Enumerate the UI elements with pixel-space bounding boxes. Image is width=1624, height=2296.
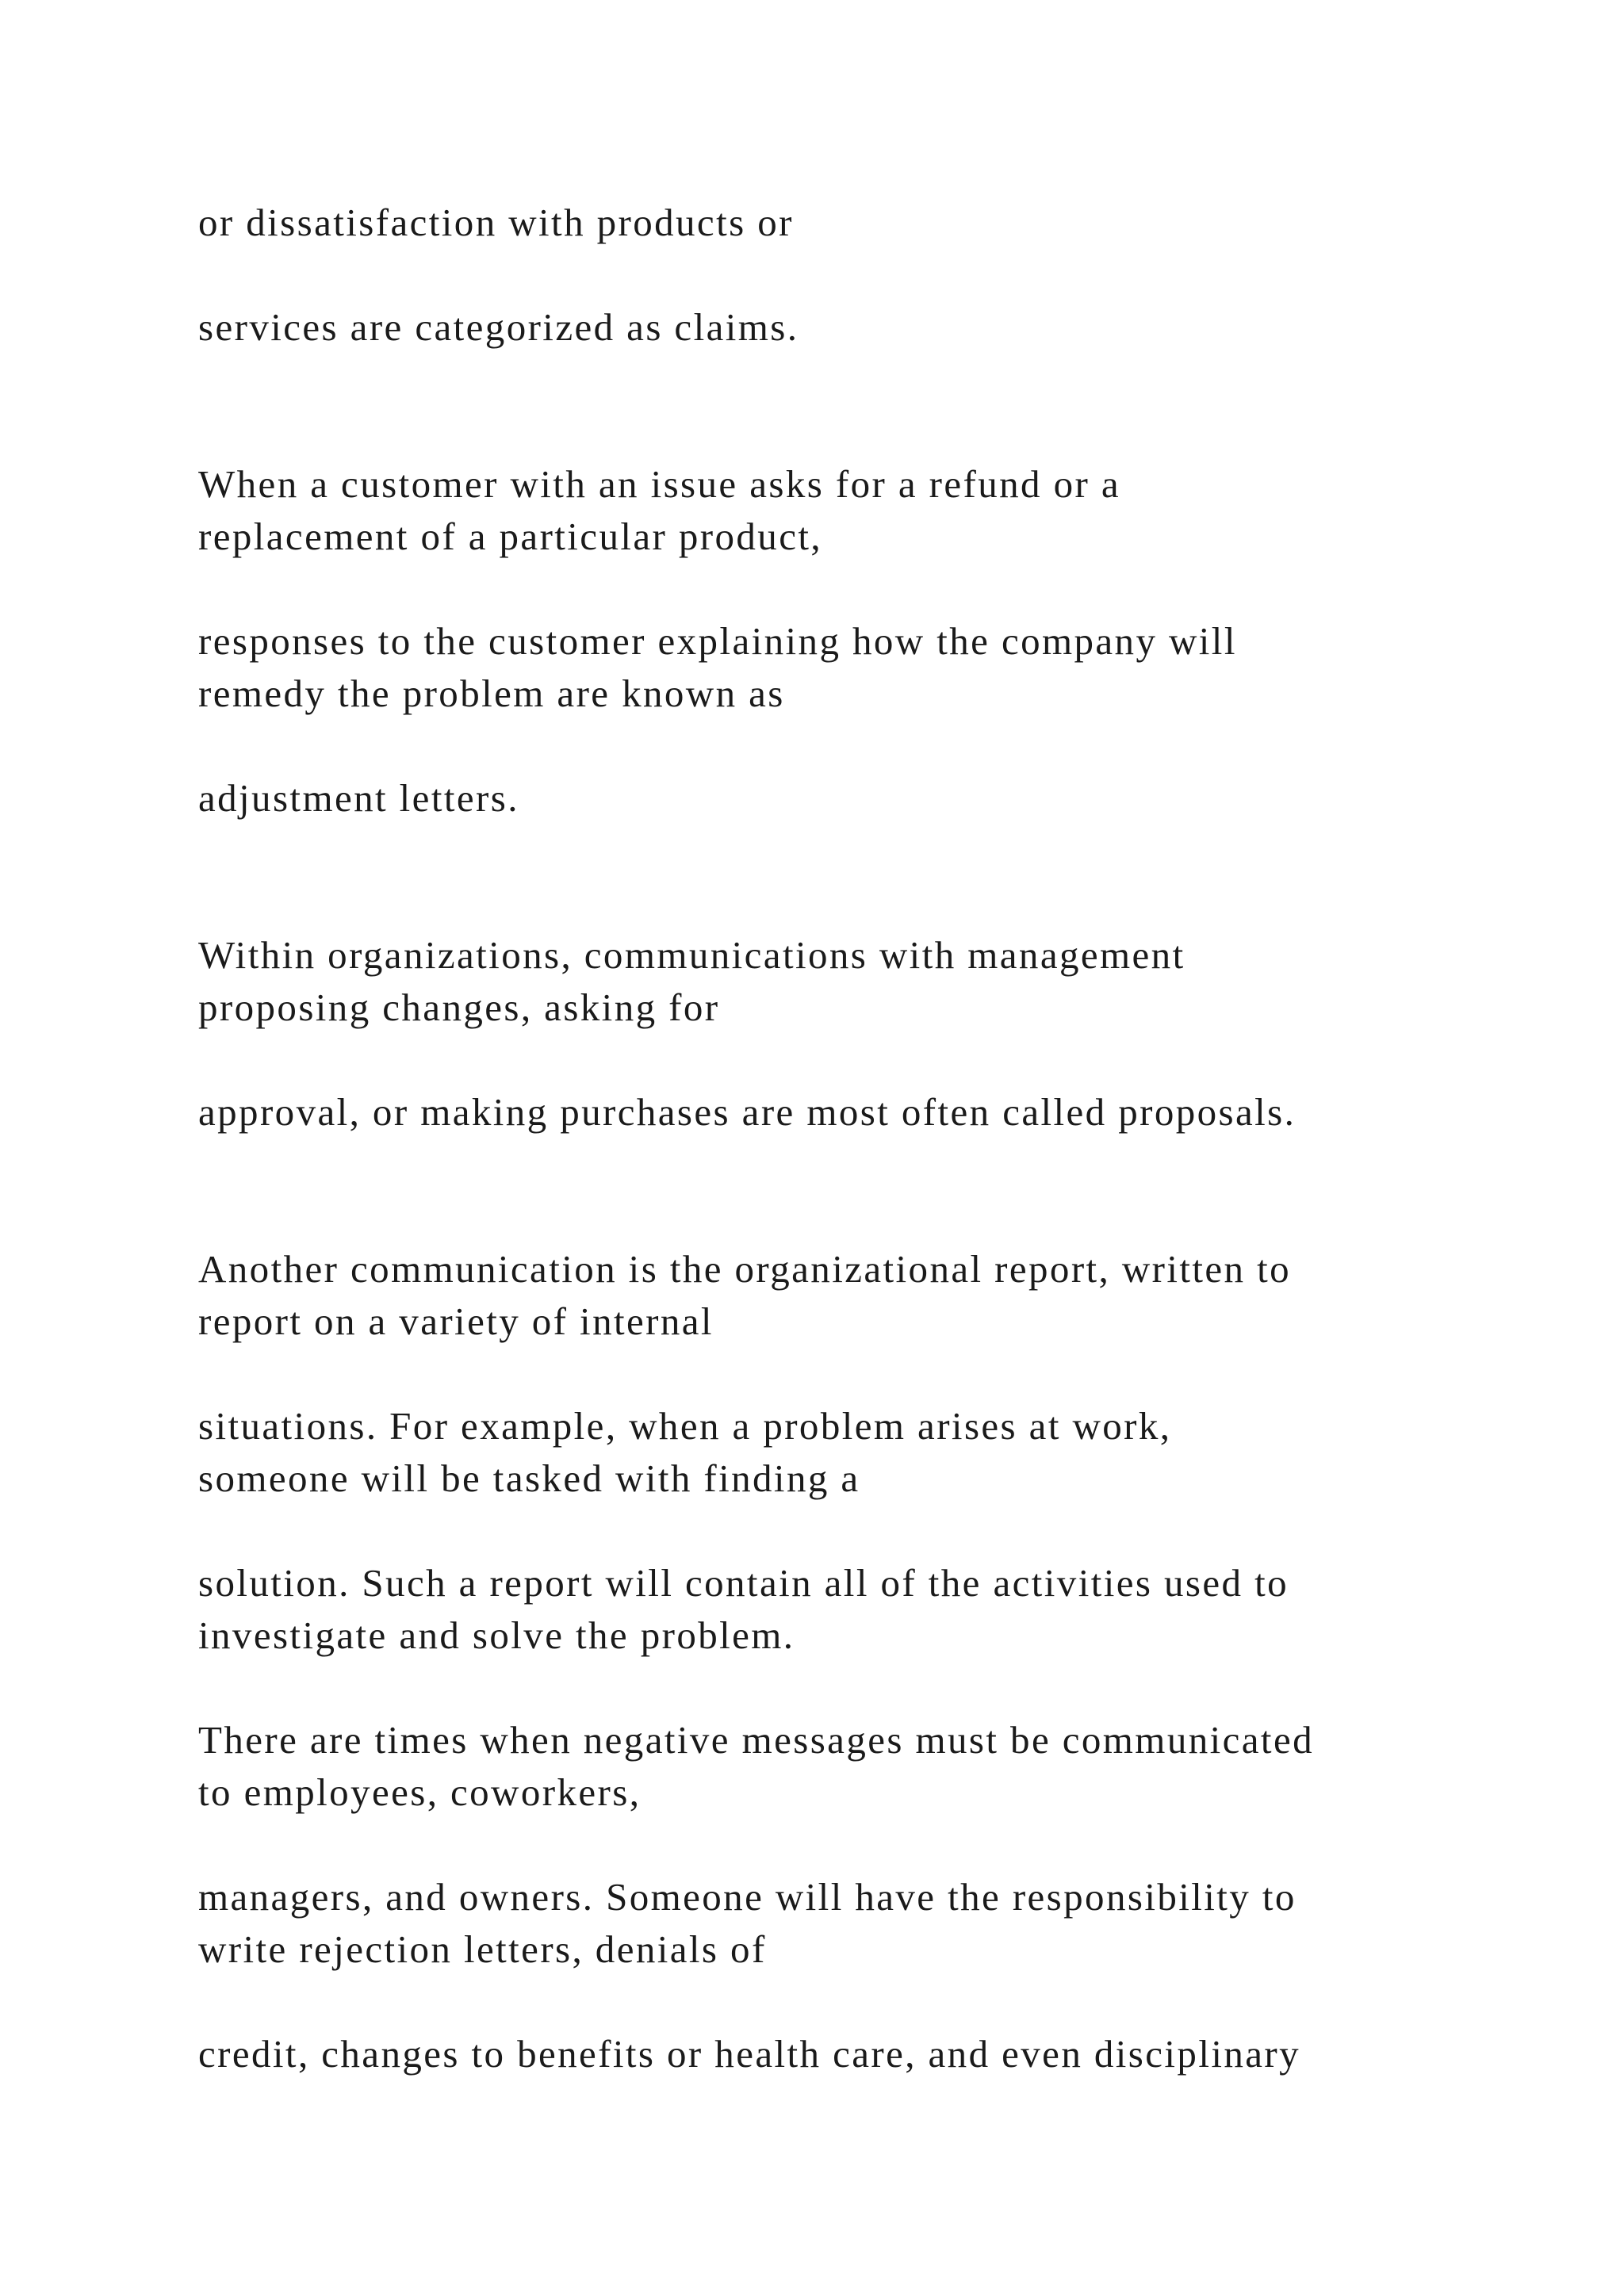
text-line: proposing changes, asking for [198,985,720,1029]
text-line: services are categorized as claims. [198,305,799,349]
text-line: approval, or making purchases are most often called proposals. [198,1090,1297,1134]
text-line: solution. Such a report will contain all of the activities used to [198,1561,1289,1605]
text-line: situations. For example, when a problem arises at work, [198,1404,1172,1448]
text-line: managers, and owners. Someone will have the responsibility to [198,1875,1297,1919]
text-line: adjustment letters. [198,776,519,820]
text-line: report on a variety of internal [198,1299,714,1343]
text-line: someone will be tasked with finding a [198,1456,860,1500]
text-line: When a customer with an issue asks for a refund or a [198,462,1120,506]
text-line: write rejection letters, denials of [198,1927,767,1971]
text-line: credit, changes to benefits or health care, and even disciplinary [198,2032,1301,2076]
text-line: investigate and solve the problem. [198,1613,795,1657]
text-line: remedy the problem are known as [198,672,785,715]
text-line: replacement of a particular product, [198,515,823,558]
text-line: responses to the customer explaining how the company will [198,619,1237,663]
text-line: Within organizations, communications with management [198,933,1185,977]
text-line: There are times when negative messages must be communicated [198,1718,1314,1762]
text-line: Another communication is the organizational report, written to [198,1247,1292,1291]
text-line: to employees, coworkers, [198,1770,642,1814]
text-line: or dissatisfaction with products or [198,201,794,244]
